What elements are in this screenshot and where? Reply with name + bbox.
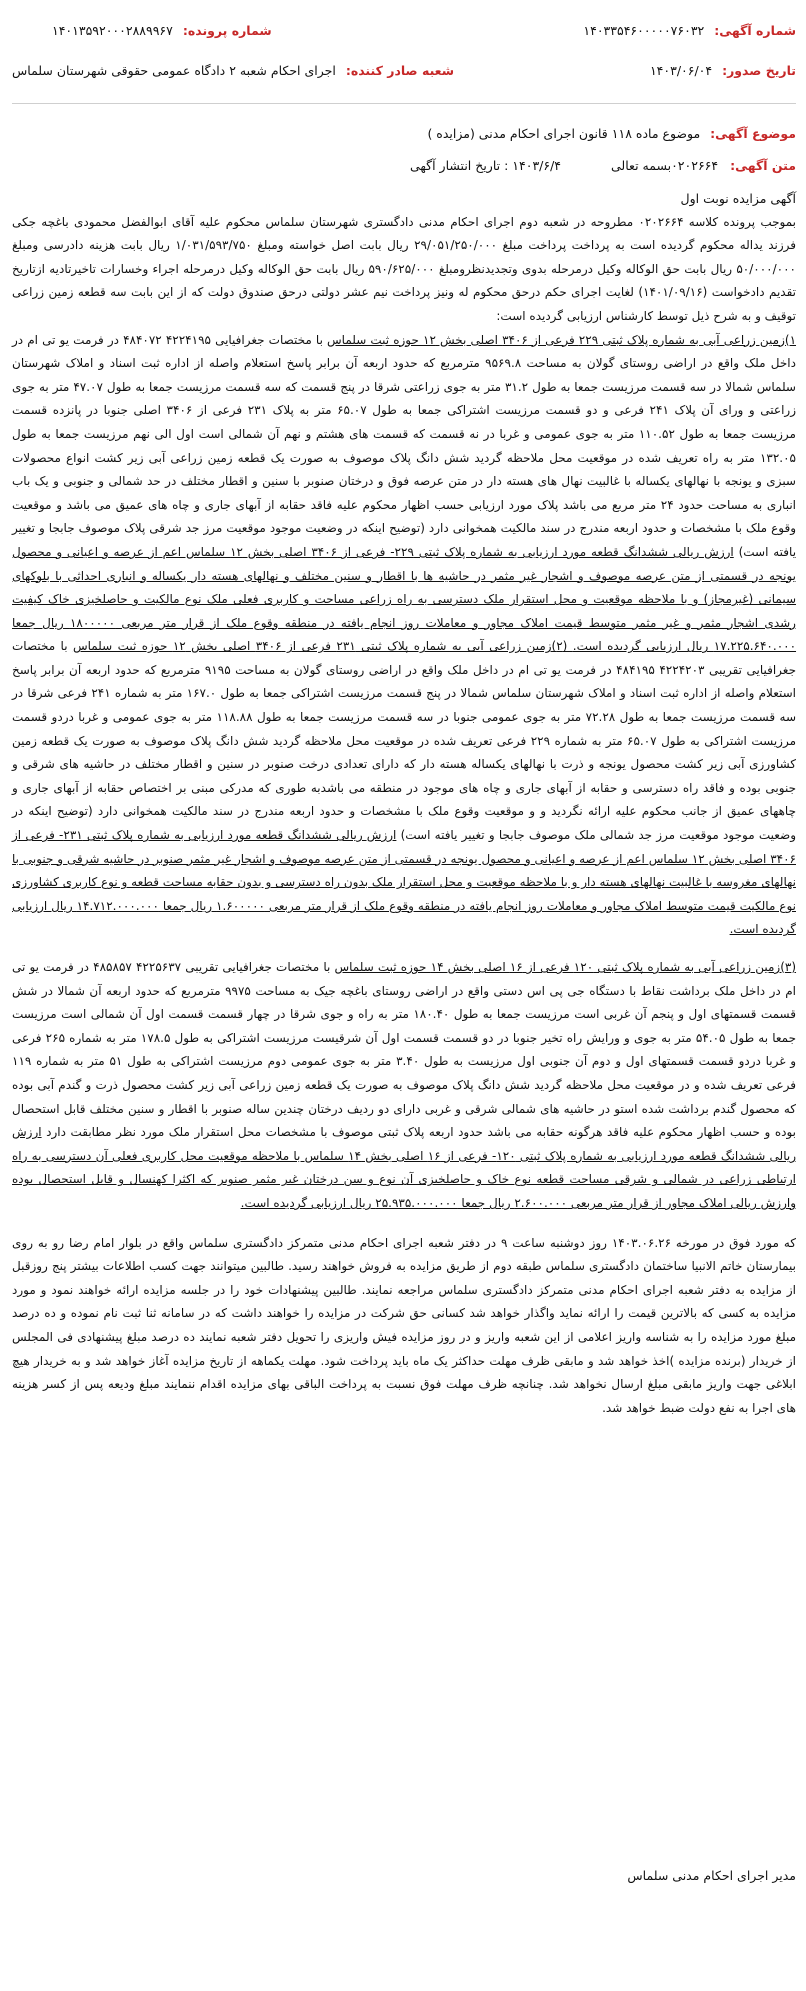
notice-heading: آگهی مزایده نوبت اول [680,191,796,206]
notice-subject [12,126,796,141]
issuing-branch-label: شعبه صادر کننده: [345,63,455,78]
property-1-title: ۱)زمین زراعی آبی به شماره پلاک ثبتی ۲۲۹ فرعی از ۳۴۰۶ اصلی بخش ۱۲ حوزه ثبت سلماس [327,332,797,347]
notice-header [12,0,796,104]
property-1-description: با مختصات جغرافیایی ۴۲۲۴۱۹۵ ۴۸۴۰۷۲ در فرمت یو تی ام در داخل ملک واقع در اراضی روستای گولان به مساحت ۹۵۶۹.۸ مترمربع که حدود اربعه آن برابر پاسخ استعلام واصله از اداره ثبت اسناد و املاک شهرستان سلماس شمالا در سه قسمت مرزیست جمعا به طول ۳۱.۲ متر به جوی زراعتی شرقا در پنج قسمت که سه قسمت مرزیست جمعا به طول ۴۷.۰۷ متر به جوی زراعتی و ورای آن پلاک ۲۴۱ فرعی و دو قسمت مرزیست اشتراکی جمعا به طول ۶۵.۰۷ متر به پلاک ۲۳۱ فرعی از ۳۴۰۶ اصلی جنوبا در پانزده قسمت مرزیست جمعا به طول ۱۱۰.۵۲ متر به جوی عمومی و غربا در نه قسمت که قسمت های هشتم و نهم آن شمالی است اول الی نهم مرزیست جمعا به طول ۱۳۲.۰۵ متر به راه تعریف شده در موقعیت محل ملاحظه گردید شش دانگ پلاک موصوف به صورت یک قطعه زمین زراعی آبی زیر کشت انواع محصولات سبزی و یونجه با نهالهای یکساله با غالبیت نهال های هسته دار در متن عرصه فوق و درختان صنوبر با سنین و اقطار مختلف در حد شمالی و جنوبی و یک باب انباری به مساحت حدود ۲۴ متر مربع می باشد پلاک مورد ارزیابی حسب اظهار محکوم علیه فاقد حقابه از آبهای جاری و چاه های عمیق می باشد و موقعیت وقوع ملک با مشخصات و حدود اربعه مندرج در سند مالکیت همخوانی دارد (توضیح اینکه در وضعیت موجود موقعیت مرز جد شرقی پلاک موصوف جابجا و تغییر یافته است) [12,332,797,559]
property-1-valuation: ارزش ریالی ششدانگ قطعه مورد ارزیابی به شماره پلاک ثبتی ۲۲۹- فرعی از ۳۴۰۶ اصلی بخش ۱۲ سلماس اعم از عرصه و اعیانی و محصول یونجه در قسمتی از متن عرصه موصوف و اشجار غیر مثمر در حاشیه ها با اقطار و سنین مختلف و نهالهای هسته دار یکساله و انباری احداثی با بلوکهای سیمانی (غیرمجاز) و با ملاحظه موقعیت و محل استقرار ملک دسترسی به راه زراعی مساحت و کاربری فعلی ملک نوع مالکیت و حاصلخیزی خاک کیفیت رشدی اشجار مثمر و غیر مثمر متوسط قیمت املاک مجاور و معاملات روز انجام یافته در منطقه وقوع ملک از قرار متر مربعی ۱۸۰۰۰۰۰ ریال جمعا ۱۷.۲۲۵.۶۴۰.۰۰۰ ریال ارزیابی گردیده است. [12,544,797,654]
header-row-numbers [12,22,796,40]
issue-date [650,62,796,80]
notice-number-label: شماره آگهی: [714,23,796,38]
subject-label: موضوع آگهی: [710,126,796,141]
issue-date-label: تاریخ صدور: [722,63,796,78]
case-number-value: ۱۴۰۱۳۵۹۲۰۰۰۲۸۸۹۹۶۷ [52,23,173,38]
notice-meta [12,158,796,173]
subject-value: موضوع ماده ۱۱۸ قانون اجرای احکام مدنی (مزایده ) [427,126,701,141]
signature: مدیر اجرای احکام مدنی سلماس [627,1868,796,1883]
header-row-branch [12,62,796,80]
case-number [52,22,272,40]
notice-number [583,22,796,40]
property-3-description: با مختصات جغرافیایی تقریبی ۴۲۲۵۶۳۷ ۴۸۵۸۵۷ در فرمت یو تی ام در داخل ملک برداشت نقاط با دستگاه جی پی اس دستی واقع در اراضی روستای باغچه جیک به مساحت ۹۹۷۵ مترمربع که حدود اربعه آن شمالا در شش قسمت قسمتهای اول و پنجم آن غربی است مرزیست جمعا به طول ۱۸۰.۴۰ متر به راه و جوی شرقا در چهار قسمت قسمت اول آن شمالی است مرزیست جمعا به طول ۵۴.۰۵ متر به جوی و ورایش راه تخیر جنوبا در دو قسمت قسمت اول آن شرقیست مرزیست اشتراکی به طول ۱۷۸.۵ متر به شماره ۲۶۵ فرعی و غربا دردو قسمت قسمتهای اول و دوم آن جنوبی اول مرزیست به طول ۳.۴۰ متر به جوی عمومی دوم مرزیست اشتراکی به طول ۵۱ متر به شماره ۱۱۹ فرعی تعریف شده و در موقعیت محل ملاحظه گردید شش دانگ پلاک موصوف به صورت یک قطعه زمین زراعی آبی زیر کشت محصول ذرت و گندم آبی بوده که محصول گندم برداشت شده استو در حاشیه های شمالی شرقی و غربی دارای دو ردیف درختان چندین ساله صنوبر با اقطار و سنین مختلف قابل استحصال بوده و حسب اظهار محکوم علیه فاقد هرگونه حقابه می باشد حدود اربعه پلاک ثبتی موصوف با مشخصات محل استقرار ملک مورد نظر مطابقت دارد [12,960,797,1140]
notice-body [12,187,796,1420]
property-3-valuation: ارزش ریالی ششدانگ قطعه مورد ارزیابی به شماره پلاک ثبتی ۱۲۰- فرعی از ۱۶ اصلی بخش ۱۴ سلماس با ملاحظه موقعیت محل کاربری فعلی آن دسترسی به راه ارتباطی زراعی در شمالی و شرقی مساحت قطعه نوع خاک و حاصلخیزی آن نوع و سن درختان غیر مثمر صنوبر که اکثرا کهنسال و قابل استحصال بوده وارزش ریالی املاک مجاور از قرار متر مربعی ۲.۶۰۰.۰۰۰ ریال جمعا ۲۵.۹۳۵.۰۰۰.۰۰۰ ریال ارزیابی گردیده است. [12,1125,796,1210]
text-value: ۰۲۰۲۶۶۴بسمه تعالی [611,158,719,173]
issuing-branch-value: اجرای احکام شعبه ۲ دادگاه عمومی حقوقی شهرستان سلماس [12,63,336,78]
property-2-title: (۲)زمین زراعی آبی به شماره پلاک ثبتی ۲۳۱ فرعی از ۳۴۰۶ اصلی بخش ۱۲ حوزه ثبت سلماس [72,639,573,654]
publish-date: ۱۴۰۳/۶/۴ : تاریخ انتشار آگهی [409,158,562,173]
intro-paragraph: بموجب پرونده کلاسه ۰۲۰۲۶۶۴ مطروحه در شعبه دوم اجرای احکام مدنی دادگستری شهرستان سلماس محکوم علیه آقای ابوالفضل محمودی باغچه جکی فرزند یداله محکوم گردیده است به پرداخت پرداخت مبلغ ۲۹/۰۵۱/۲۵۰/۰۰۰ ریال بابت اصل خواسته ومبلغ ۱/۰۳۱/۵۹۳/۷۵۰ ریال بابت هزینه دادرسی ومبلغ ۵۰/۰۰۰/۰۰۰ ریال بابت حق الوکاله وکیل درمرحله بدوی وتجدیدنظرومبلغ ۵۹۰/۶۲۵/۰۰۰ ریال بابت حق الوکاله وکیل درمرحله اجراء وخسارات تاخیرتادیه ازتاریخ تقدیم دادخواست (۱۴۰۱/۰۹/۱۶) لغایت اجرای حکم درحق محکوم له ونیز پرداخت نیم عشر دولتی درحق صندوق دولت که از این بابت سه قطعه زمین زراعی توقیف و به شرح ذیل توسط کارشناس ارزیابی گردیده است: [12,214,797,323]
property-1-paragraph [12,329,796,942]
issue-date-value: ۱۴۰۳/۰۶/۰۴ [649,63,713,78]
closing-paragraph: که مورد فوق در مورخه ۱۴۰۳.۰۶.۲۶ روز دوشنبه ساعت ۹ در دفتر شعبه اجرای احکام مدنی متمرکز دادگستری سلماس واقع در بلوار امام رضا رو به روی بیمارستان خاتم الانبیا ساختمان دادگستری سلماس طبقه دوم از طریق مزایده به فروش خواهند رسید. طالبین میتوانند جهت کسب اطلاعات بیشتر پنج روزقبل از مزایده به دفتر شعبه اجرای احکام مدنی متمرکز دادگستری سلماس مراجعه نمایند. طالبین پیشنهادات خود را در جلسه مزایده ارائه خواهند نمود و مورد مزایده به کسی که بالاترین قیمت را ارائه نماید واگذار خواهد شد کسانی حق شرکت در مزایده را خواهند داشت که در سامانه ثنا ثبت نام نموده و ده درصد مبلغ مورد مزایده را به شناسه واریز اعلامی از این شعبه واریز و در روز مزایده فیش واریزی را تحویل دفتر شعبه نمایند ده درصد مبلغ پیشنهادی فی المجلس از خریدار (برنده مزایده )اخذ خواهد شد و مابقی ظرف مهلت حداکثر یک ماه باید پرداخت شود. مهلت یکماهه از تاریخ مزایده آغاز خواهد شد و به خریدار هیچ ابلاغی جهت واریز مابقی مبلغ ارسال نخواهد شد. چنانچه ظرف مهلت فوق نسبت به پرداخت الباقی بهای مزایده اقدام ننمایند مبلغ ودیعه پس از کسر هزینه های اجرا به نفع دولت ضبط خواهد شد. [12,1235,796,1415]
text-label: متن آگهی: [730,158,796,173]
property-3-paragraph [12,956,796,1216]
case-number-label: شماره پرونده: [182,23,272,38]
property-3-title: (۳)زمین زراعی آبی به شماره پلاک ثبتی ۱۲۰ فرعی از ۱۶ اصلی بخش ۱۴ حوزه ثبت سلماس [334,960,797,974]
notice-number-value: ۱۴۰۳۳۵۴۶۰۰۰۰۰۷۶۰۳۲ [583,23,705,38]
property-2-valuation: ارزش ریالی ششدانگ قطعه مورد ارزیابی به شماره پلاک ثبتی ۲۳۱- فرعی از ۳۴۰۶ اصلی بخش ۱۲ سلماس اعم از عرصه و اعیانی و محصول یونجه در قسمتی از متن عرصه موصوف و اشجار غیر مثمر صنوبر در حاشیه شرقی و جنوبی با نهالهای مغروسه با غالبیت نهالهای هسته دار و با ملاحظه موقعیت و محل استقرار ملک بدون راه دسترسی و بدون حقابه مساحت قطعه و نوع کاربری کشاورزی نوع مالکیت قیمت متوسط املاک مجاور و معاملات روز انجام یافته در منطقه وقوع ملک از قرار متر مربعی ۱.۶۰۰۰۰۰ ریال جمعا ۱۴.۷۱۲.۰۰۰.۰۰۰ ریال ارزیابی گردیده است. [12,828,796,937]
property-2-description: با مختصات جغرافیایی تقریبی ۴۲۲۴۲۰۳ ۴۸۴۱۹۵ در فرمت یو تی ام در داخل ملک واقع در اراضی روستای گولان به مساحت ۹۱۹۵ مترمربع که حدود اربعه آن برابر پاسخ استعلام واصله از اداره ثبت اسناد و املاک شهرستان سلماس شمالا در پنج قسمت مرزیست اشتراکی جمعا به طول ۱۶۷.۰ متر به شماره ۲۴۱ فرعی شرقا در سه قسمت مرزیست جمعا به طول ۷۲.۲۸ متر به جوی عمومی جنوبا در سه قسمت مرزیست جمعا به طول ۱۱۸.۸۸ متر به جوی عمومی و غربا دردو قسمت مرزیست اشتراکی به طول ۶۵.۰۷ متر به شماره ۲۲۹ فرعی تعریف شده در موقعیت محل ملاحظه گردید شش دانگ پلاک موصوف به صورت یک قطعه زمین کشاورزی آبی زیر کشت محصول یونجه و ذرت با نهالهای یکساله هسته دار که دارای تعدادی درخت صنوبر در سنین و اقطار مختلف در حاشیه های شرقی و جنوبی بوده و فاقد راه دسترسی و حقابه از آبهای جاری و چاه های موجود در منطقه می باشدبه طوری که مدرکی مبنی بر اختصاص حقابه از آبهای جاری و چاههای عمیق از جانب محکوم علیه ارائه نگردید و و موقعیت وقوع ملک با مشخصات و حدود اربعه مندرج در سند مالکیت همخوانی دارد (توضیح اینکه در وضعیت موجود موقعیت مرز جد شمالی ملک موصوف جابجا و تغییر یافته است) [12,639,797,843]
issuing-branch [12,62,454,80]
